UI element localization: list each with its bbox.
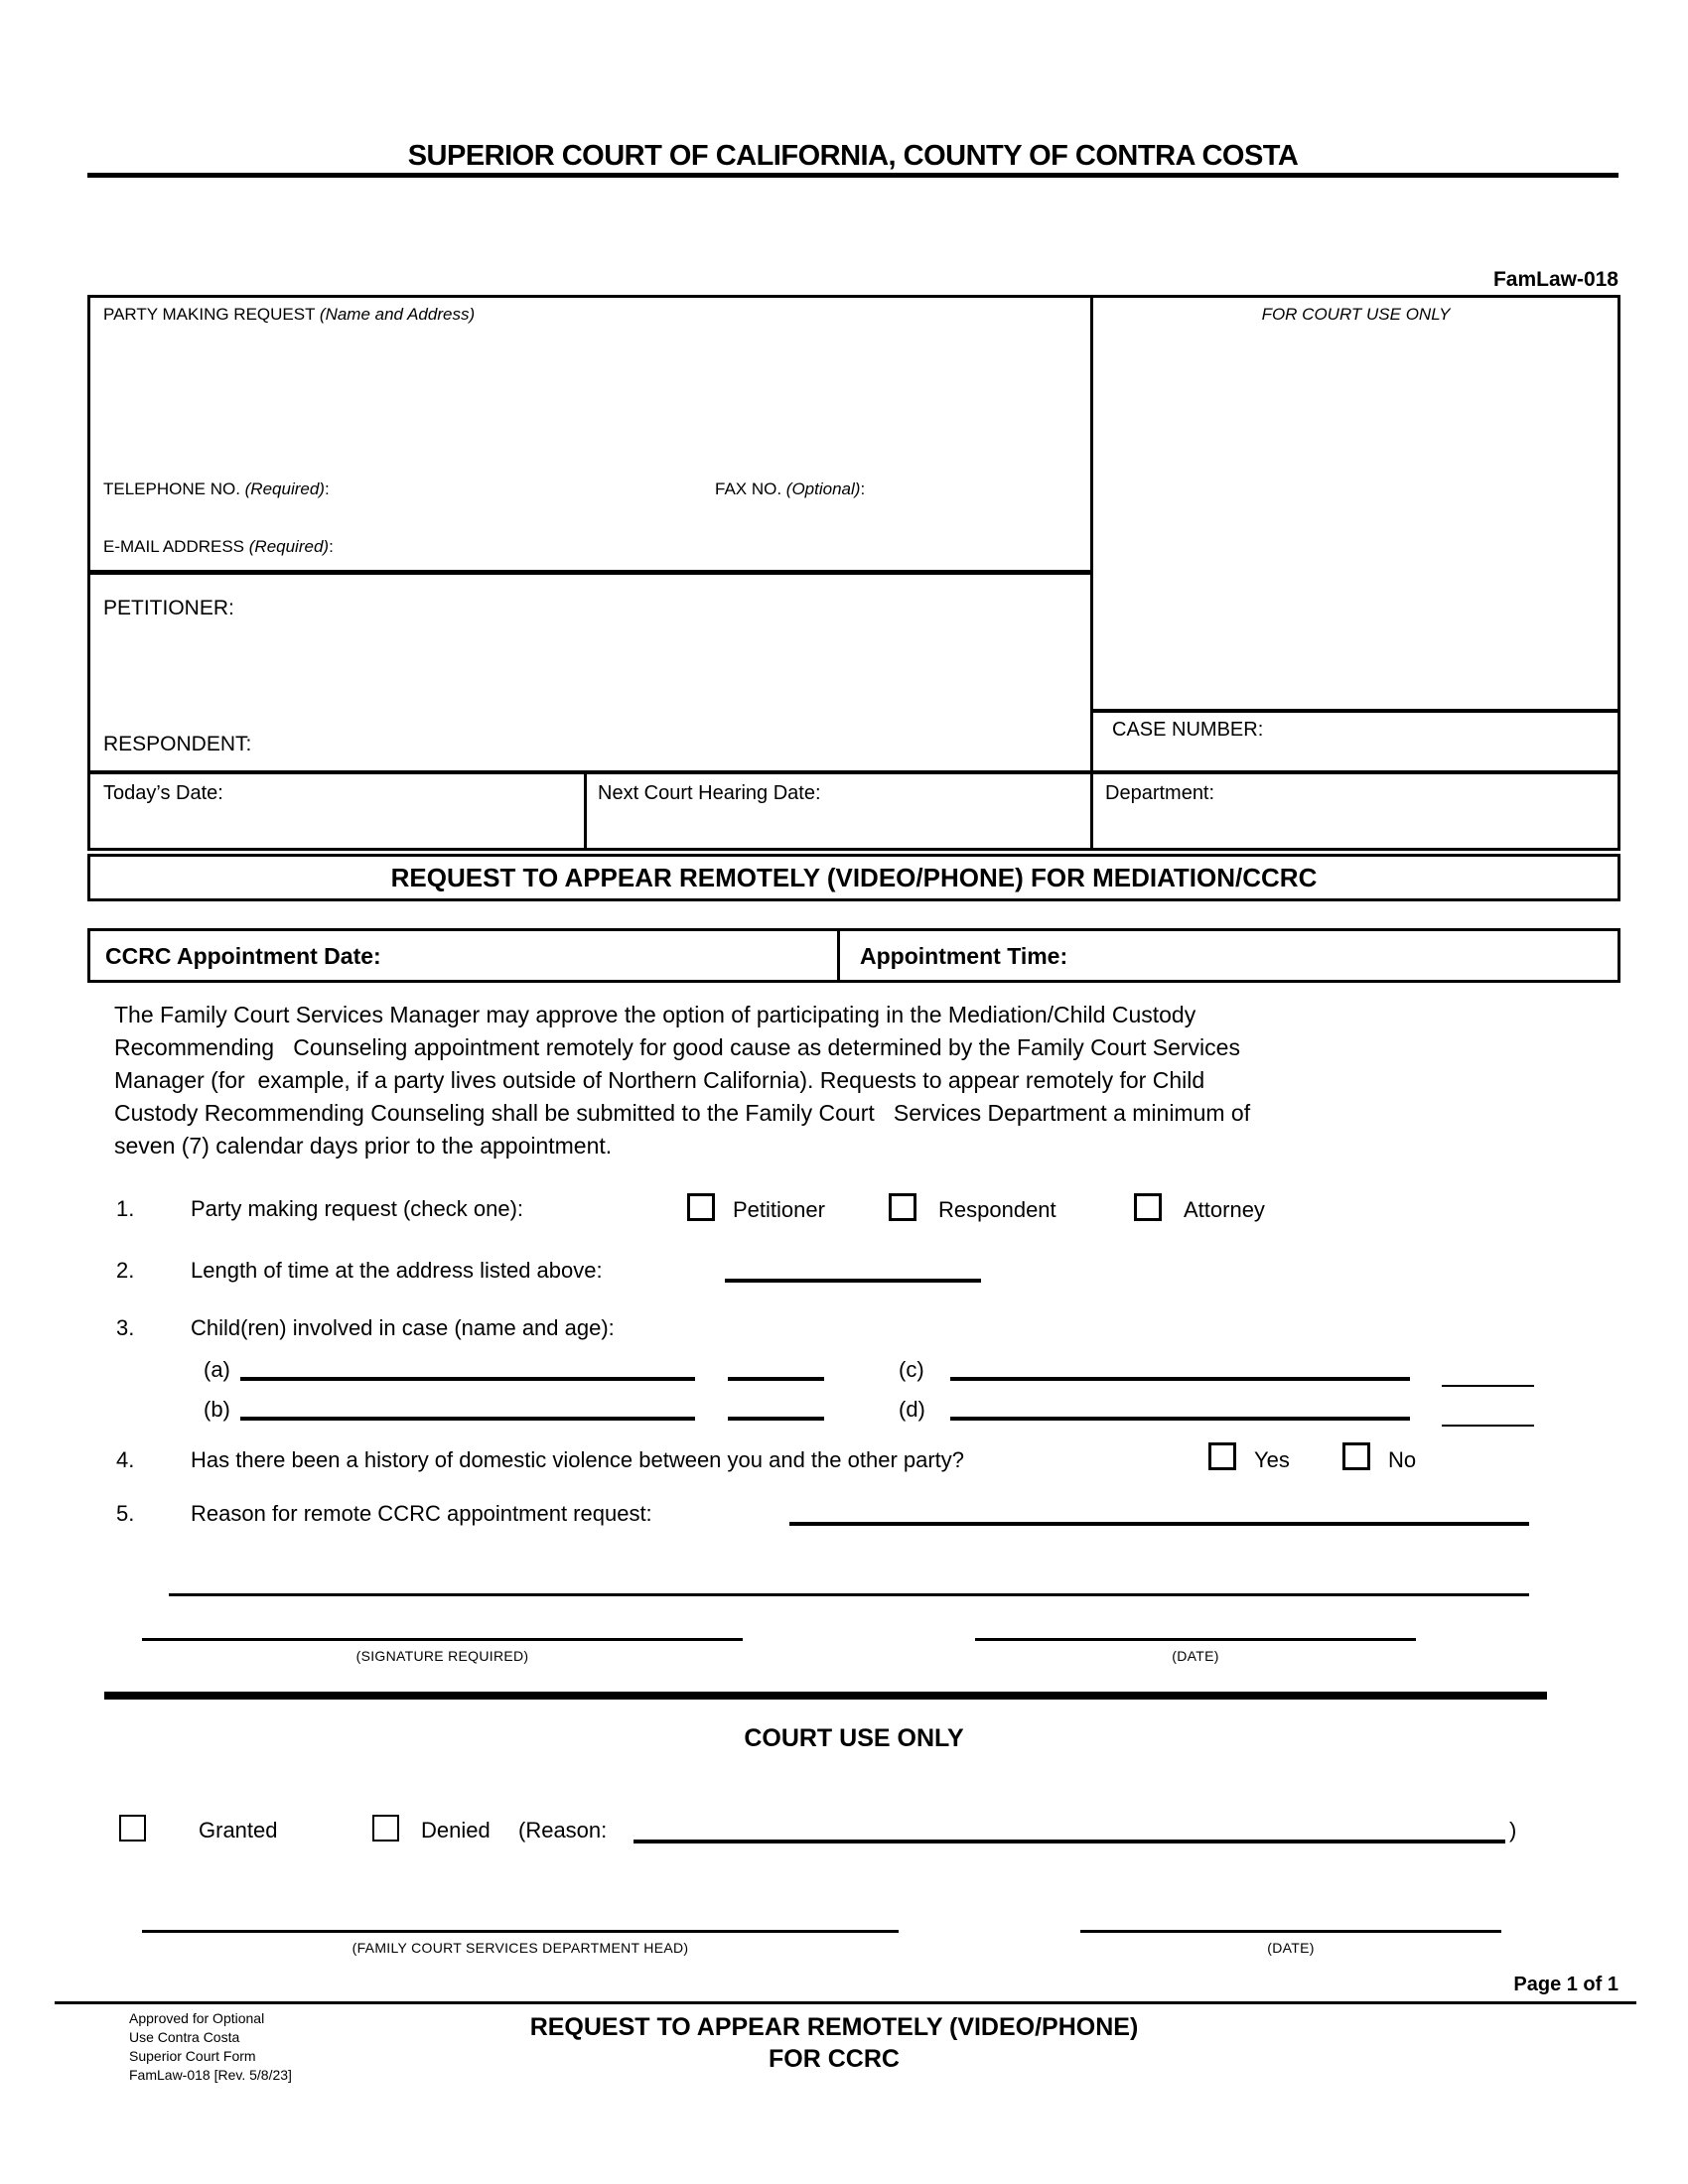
- fax-hint: (Optional): [785, 479, 861, 498]
- appointment-box-divider: [837, 928, 840, 983]
- footer-approval-line: Superior Court Form: [129, 2048, 256, 2064]
- respondent-label: RESPONDENT:: [103, 733, 252, 755]
- form-number-badge: FamLaw-018: [1492, 268, 1618, 291]
- department-label: Department:: [1105, 782, 1215, 804]
- party-address-field[interactable]: [99, 338, 1082, 472]
- footer-approval-line: Use Contra Costa: [129, 2029, 240, 2045]
- item-2-text: Length of time at the address listed above:: [191, 1258, 603, 1283]
- reason-line-1[interactable]: [789, 1501, 1529, 1526]
- footer-title: [328, 2011, 1340, 2075]
- case-number-divider: [1090, 709, 1620, 713]
- signature-date-line[interactable]: [975, 1616, 1416, 1641]
- petitioner-label: PETITIONER:: [103, 597, 234, 619]
- child-d-label: (d): [899, 1397, 925, 1422]
- telephone-label: [103, 479, 330, 499]
- granted-label: Granted: [199, 1818, 278, 1843]
- denied-reason-line[interactable]: [633, 1818, 1505, 1843]
- fax-label-text: FAX NO.: [715, 479, 786, 498]
- child-b-name-line[interactable]: [240, 1397, 695, 1421]
- item-1-text: Party making request (check one):: [191, 1196, 524, 1221]
- party-making-request-hint: (Name and Address): [319, 305, 476, 324]
- child-a-age-line[interactable]: [728, 1357, 824, 1381]
- item-1-number: 1.: [116, 1196, 135, 1221]
- child-c-age-line[interactable]: [1442, 1363, 1534, 1387]
- item-2-number: 2.: [116, 1258, 135, 1283]
- next-court-hearing-date-field[interactable]: [594, 809, 1080, 847]
- telephone-label-text: TELEPHONE NO.: [103, 479, 245, 498]
- address-section-divider: [87, 570, 1093, 575]
- court-use-only-area: [1093, 338, 1618, 705]
- todays-date-label: Today’s Date:: [103, 782, 223, 804]
- case-number-field[interactable]: [1301, 717, 1614, 764]
- dates-row-column-divider: [584, 770, 587, 851]
- fax-suffix: :: [860, 479, 866, 498]
- dates-row-divider: [87, 770, 1620, 774]
- footer-title-line-2: FOR CCRC: [769, 2045, 900, 2073]
- denied-checkbox[interactable]: [372, 1815, 399, 1842]
- footer-approval-text: [129, 2009, 292, 2085]
- item-5-number: 5.: [116, 1501, 135, 1526]
- signature-line[interactable]: [142, 1616, 743, 1641]
- no-option-label: No: [1388, 1447, 1417, 1472]
- section-title-box: [87, 854, 1620, 901]
- child-d-age-line[interactable]: [1442, 1403, 1534, 1427]
- child-d-name-line[interactable]: [950, 1397, 1410, 1421]
- court-date-line[interactable]: [1080, 1908, 1501, 1933]
- item-4-text: Has there been a history of domestic violence between you and the other party?: [191, 1447, 965, 1472]
- child-a-name-line[interactable]: [240, 1357, 695, 1381]
- telephone-field[interactable]: [328, 477, 655, 504]
- intro-line: Custody Recommending Counseling shall be submitted to the Family Court Services Department a minimum of: [114, 1100, 1251, 1126]
- telephone-suffix: :: [324, 479, 330, 498]
- header-underline: [87, 173, 1618, 178]
- appointment-time-field[interactable]: [1122, 933, 1614, 978]
- item-3-text: Child(ren) involved in case (name and age):: [191, 1315, 615, 1340]
- item-4-number: 4.: [116, 1447, 135, 1472]
- intro-line: Recommending Counseling appointment remotely for good cause as determined by the Family Court Services: [114, 1034, 1240, 1060]
- case-number-label: CASE NUMBER:: [1112, 719, 1264, 741]
- petitioner-option-label: Petitioner: [733, 1197, 825, 1222]
- footer-approval-line: Approved for Optional: [129, 2010, 265, 2026]
- petitioner-checkbox[interactable]: [687, 1193, 715, 1221]
- appointment-time-label: Appointment Time:: [860, 943, 1068, 969]
- attorney-option-label: Attorney: [1184, 1197, 1265, 1222]
- intro-line: seven (7) calendar days prior to the appointment.: [114, 1133, 613, 1159]
- denied-reason-suffix: ): [1509, 1818, 1517, 1843]
- email-hint: (Required): [248, 537, 330, 556]
- court-use-divider: [104, 1692, 1547, 1700]
- footer-divider: [55, 2001, 1636, 2004]
- footer-approval-line: FamLaw-018 [Rev. 5/8/23]: [129, 2067, 292, 2083]
- child-c-label: (c): [899, 1357, 924, 1382]
- footer-title-line-1: REQUEST TO APPEAR REMOTELY (VIDEO/PHONE): [529, 2013, 1139, 2041]
- dept-head-signature-line[interactable]: [142, 1908, 899, 1933]
- item-3-number: 3.: [116, 1315, 135, 1340]
- signature-date-caption: (DATE): [1172, 1648, 1219, 1664]
- page-number: Page 1 of 1: [1513, 1974, 1618, 1995]
- length-of-time-line[interactable]: [725, 1259, 981, 1283]
- respondent-option-label: Respondent: [938, 1197, 1056, 1222]
- denied-reason-prefix: (Reason:: [518, 1818, 608, 1843]
- child-b-age-line[interactable]: [728, 1397, 824, 1421]
- petitioner-field[interactable]: [248, 594, 1082, 623]
- intro-line: The Family Court Services Manager may approve the option of participating in the Mediation/Child Custody: [114, 1002, 1196, 1027]
- email-label-text: E-MAIL ADDRESS: [103, 537, 249, 556]
- granted-checkbox[interactable]: [119, 1815, 146, 1842]
- email-label: [103, 537, 334, 557]
- dept-head-caption: (FAMILY COURT SERVICES DEPARTMENT HEAD): [352, 1940, 689, 1956]
- fax-label: [715, 479, 865, 499]
- email-suffix: :: [329, 537, 334, 556]
- party-making-request-label-text: PARTY MAKING REQUEST: [103, 305, 320, 324]
- fax-field[interactable]: [874, 477, 1082, 504]
- respondent-checkbox[interactable]: [889, 1193, 916, 1221]
- reason-line-2[interactable]: [169, 1571, 1529, 1596]
- section-title: REQUEST TO APPEAR REMOTELY (VIDEO/PHONE) FOR MEDIATION/CCRC: [390, 863, 1318, 892]
- child-a-label: (a): [204, 1357, 230, 1382]
- child-c-name-line[interactable]: [950, 1357, 1410, 1381]
- respondent-field[interactable]: [268, 730, 1082, 759]
- department-field[interactable]: [1251, 779, 1614, 844]
- intro-paragraph: [114, 999, 1564, 1162]
- domestic-violence-no-checkbox[interactable]: [1342, 1442, 1370, 1470]
- item-5-text: Reason for remote CCRC appointment request:: [191, 1501, 652, 1526]
- yes-option-label: Yes: [1254, 1447, 1290, 1472]
- court-use-only-title: COURT USE ONLY: [744, 1724, 964, 1752]
- court-date-caption: (DATE): [1267, 1940, 1315, 1956]
- email-field[interactable]: [328, 534, 923, 562]
- ccrc-appointment-date-label: CCRC Appointment Date:: [105, 943, 381, 969]
- for-court-use-only-label: FOR COURT USE ONLY: [1261, 305, 1451, 324]
- signature-required-caption: (SIGNATURE REQUIRED): [355, 1648, 529, 1664]
- domestic-violence-yes-checkbox[interactable]: [1208, 1442, 1236, 1470]
- page-title: SUPERIOR COURT OF CALIFORNIA, COUNTY OF CONTRA COSTA: [407, 140, 1299, 172]
- intro-line: Manager (for example, if a party lives outside of Northern California). Requests to appear remotely for Child: [114, 1067, 1205, 1093]
- party-making-request-label: [103, 305, 475, 325]
- todays-date-field[interactable]: [99, 809, 576, 847]
- telephone-hint: (Required): [244, 479, 325, 498]
- next-court-hearing-date-label: Next Court Hearing Date:: [598, 782, 821, 804]
- ccrc-appointment-date-field[interactable]: [437, 933, 829, 978]
- attorney-checkbox[interactable]: [1134, 1193, 1162, 1221]
- denied-label: Denied: [421, 1818, 491, 1843]
- child-b-label: (b): [204, 1397, 230, 1422]
